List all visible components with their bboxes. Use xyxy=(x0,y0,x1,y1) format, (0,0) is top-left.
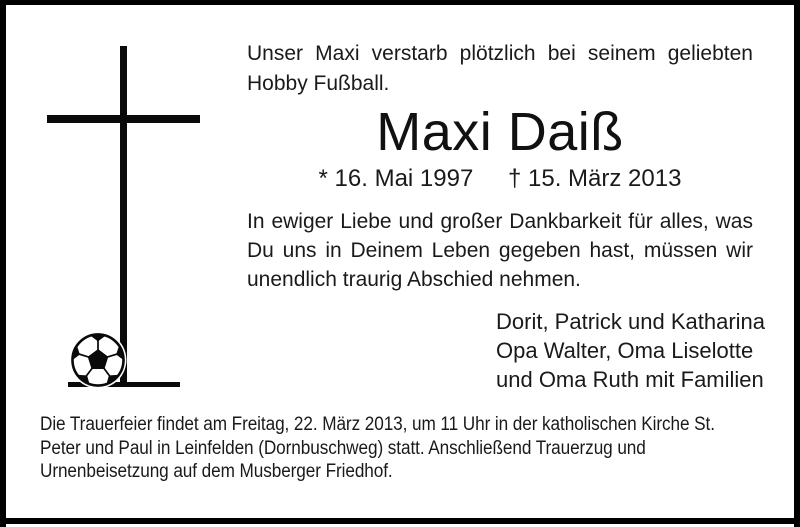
mourner-line: und Oma Ruth mit Familien xyxy=(496,367,764,392)
funeral-details: Die Trauerfeier findet am Freitag, 22. März 2013, um 11 Uhr in der katholischen Kirche St. Peter und Paul in Leinfelden (Dornbuschweg) statt. Anschließend Trauerzug und Urnenbeisetzung auf dem Musberger Friedhof. xyxy=(40,414,715,482)
frame-rule-top xyxy=(0,0,800,5)
mourner-line: Opa Walter, Oma Liselotte xyxy=(496,338,754,363)
deceased-name: Maxi Daiß xyxy=(376,102,624,162)
death-date: † 15. März 2013 xyxy=(508,165,682,192)
frame-rule-bottom xyxy=(0,518,800,524)
life-dates xyxy=(247,164,753,194)
mourner-line: Dorit, Patrick und Katharina xyxy=(496,309,766,334)
mourners-list xyxy=(496,307,765,394)
birth-date: * 16. Mai 1997 xyxy=(318,165,474,192)
frame-rule-left xyxy=(0,0,6,527)
condolence-text: In ewiger Liebe und großer Dankbarkeit für alles, was Du uns in Deinem Leben gegeben hast, müssen wir unendlich traurig Abschied nehmen. xyxy=(247,210,753,291)
cross-horizontal-beam xyxy=(47,115,200,123)
frame-rule-right xyxy=(794,0,800,527)
intro-text: Unser Maxi verstarb plötzlich bei seinem geliebten Hobby Fußball. xyxy=(247,42,753,95)
soccer-ball-icon xyxy=(69,331,127,389)
